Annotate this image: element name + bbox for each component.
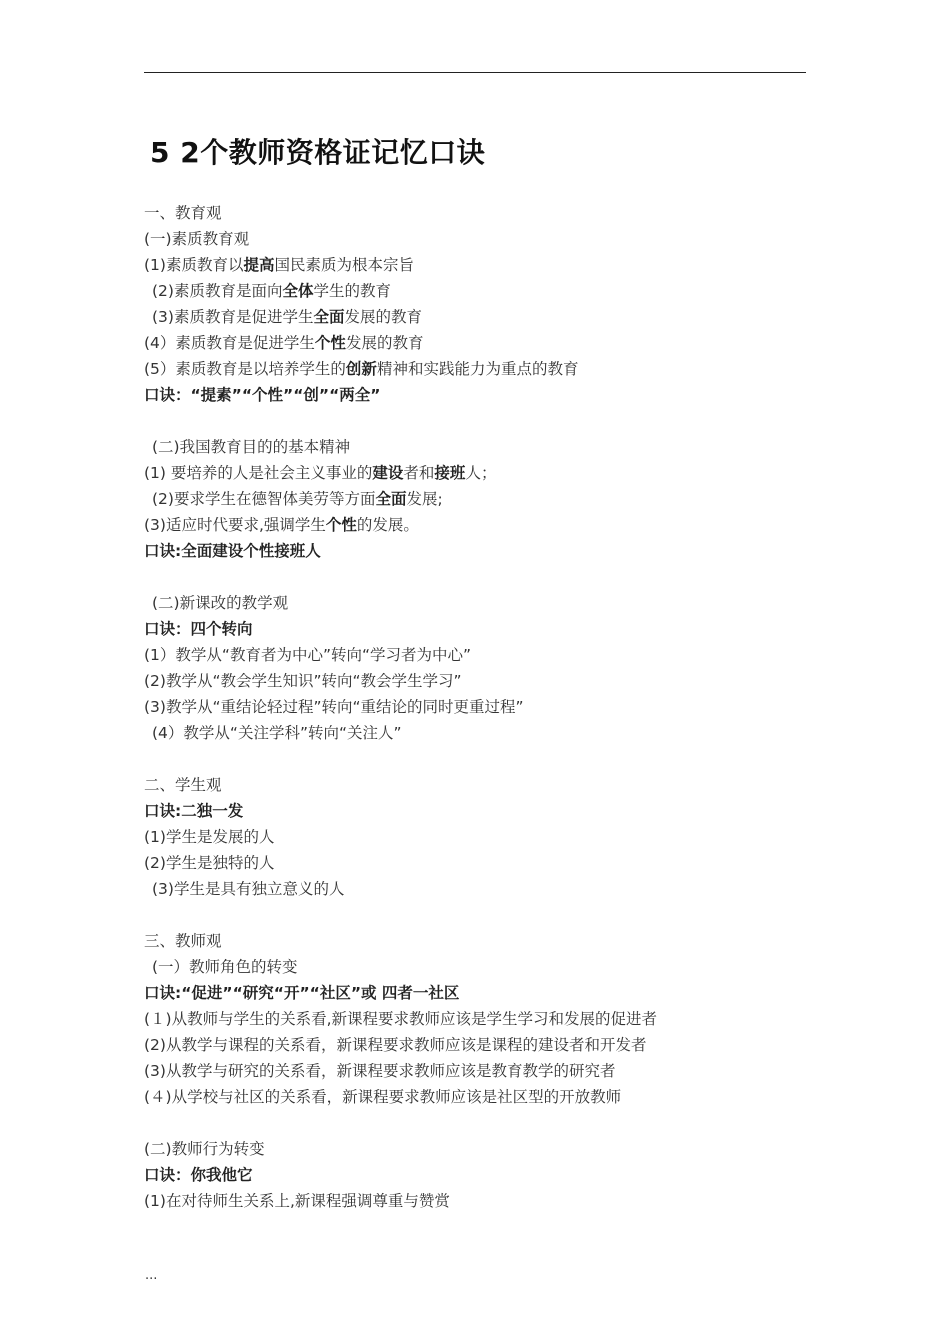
spacer — [144, 564, 844, 590]
mnemonic: 口诀：你我他它 — [144, 1166, 253, 1184]
section-heading: 三、教师观 — [144, 932, 222, 950]
list-item: (1）教学从“教育者为中心”转向“学习者为中心” — [144, 646, 472, 664]
subsection-heading: (一)素质教育观 — [144, 230, 250, 248]
mnemonic: 口诀：四个转向 — [144, 620, 253, 638]
list-item: (2)学生是独特的人 — [144, 854, 275, 872]
section-heading: 二、学生观 — [144, 776, 222, 794]
list-item: (3)教学从“重结论轻过程”转向“重结论的同时更重过程” — [144, 698, 524, 716]
list-item: (5）素质教育是以培养学生的创新精神和实践能力为重点的教育 — [144, 360, 579, 378]
list-item: (１)从教师与学生的关系看,新课程要求教师应该是学生学习和发展的促进者 — [144, 1010, 658, 1028]
mnemonic: 口诀:全面建设个性接班人 — [144, 542, 321, 560]
list-item: (2)教学从“教会学生知识”转向“教会学生学习” — [144, 672, 462, 690]
list-item: (1) 要培养的人是社会主义事业的建设者和接班人； — [144, 464, 497, 482]
list-item: (2)要求学生在德智体美劳等方面全面发展; — [152, 490, 443, 508]
spacer — [144, 902, 844, 928]
keyword: 个性 — [325, 516, 357, 534]
keyword: 个性 — [314, 334, 346, 352]
spacer — [144, 408, 844, 434]
keyword: 接班 — [434, 464, 466, 482]
list-item: (4）教学从“关注学科”转向“关注人” — [152, 724, 402, 742]
list-item: (1)在对待师生关系上,新课程强调尊重与赞赏 — [144, 1192, 450, 1210]
list-item: (3)学生是具有独立意义的人 — [152, 880, 345, 898]
keyword: 全面 — [313, 308, 345, 326]
list-item: (2)从教学与课程的关系看，新课程要求教师应该是课程的建设者和开发者 — [144, 1036, 647, 1054]
list-item: (3)从教学与研究的关系看，新课程要求教师应该是教育教学的研究者 — [144, 1062, 616, 1080]
keyword: 全面 — [375, 490, 407, 508]
list-item: (４)从学校与社区的关系看，新课程要求教师应该是社区型的开放教师 — [144, 1088, 622, 1106]
list-item: (2)素质教育是面向全体学生的教育 — [152, 282, 391, 300]
keyword: 全体 — [282, 282, 314, 300]
keyword: 提高 — [243, 256, 275, 274]
document-body — [144, 200, 844, 1214]
mnemonic: 口诀:“促进”“研究“开”“社区”或 四者一社区 — [144, 984, 460, 1002]
mnemonic: 口诀:二独一发 — [144, 802, 244, 820]
keyword: 建设 — [372, 464, 404, 482]
spacer — [144, 1110, 844, 1136]
list-item: (1)素质教育以提高国民素质为根本宗旨 — [144, 256, 414, 274]
list-item: (3)适应时代要求,强调学生个性的发展。 — [144, 516, 419, 534]
spacer — [144, 746, 844, 772]
page-title: 5 2个教师资格证记忆口诀 — [150, 136, 486, 169]
subsection-heading: (二)教师行为转变 — [144, 1140, 265, 1158]
subsection-heading: (二)新课改的教学观 — [152, 594, 289, 612]
section-heading: 一、教育观 — [144, 204, 222, 222]
list-item: (1)学生是发展的人 — [144, 828, 275, 846]
page-footer: ... — [145, 1268, 158, 1283]
subsection-heading: (二)我国教育目的的基本精神 — [152, 438, 351, 456]
keyword: 创新 — [345, 360, 377, 378]
list-item: (4）素质教育是促进学生个性发展的教育 — [144, 334, 424, 352]
list-item: (3)素质教育是促进学生全面发展的教育 — [152, 308, 422, 326]
header-rule — [144, 72, 806, 73]
subsection-heading: (一）教师角色的转变 — [152, 958, 298, 976]
mnemonic: 口诀：“提素”“个性”“创”“两全” — [144, 386, 381, 404]
